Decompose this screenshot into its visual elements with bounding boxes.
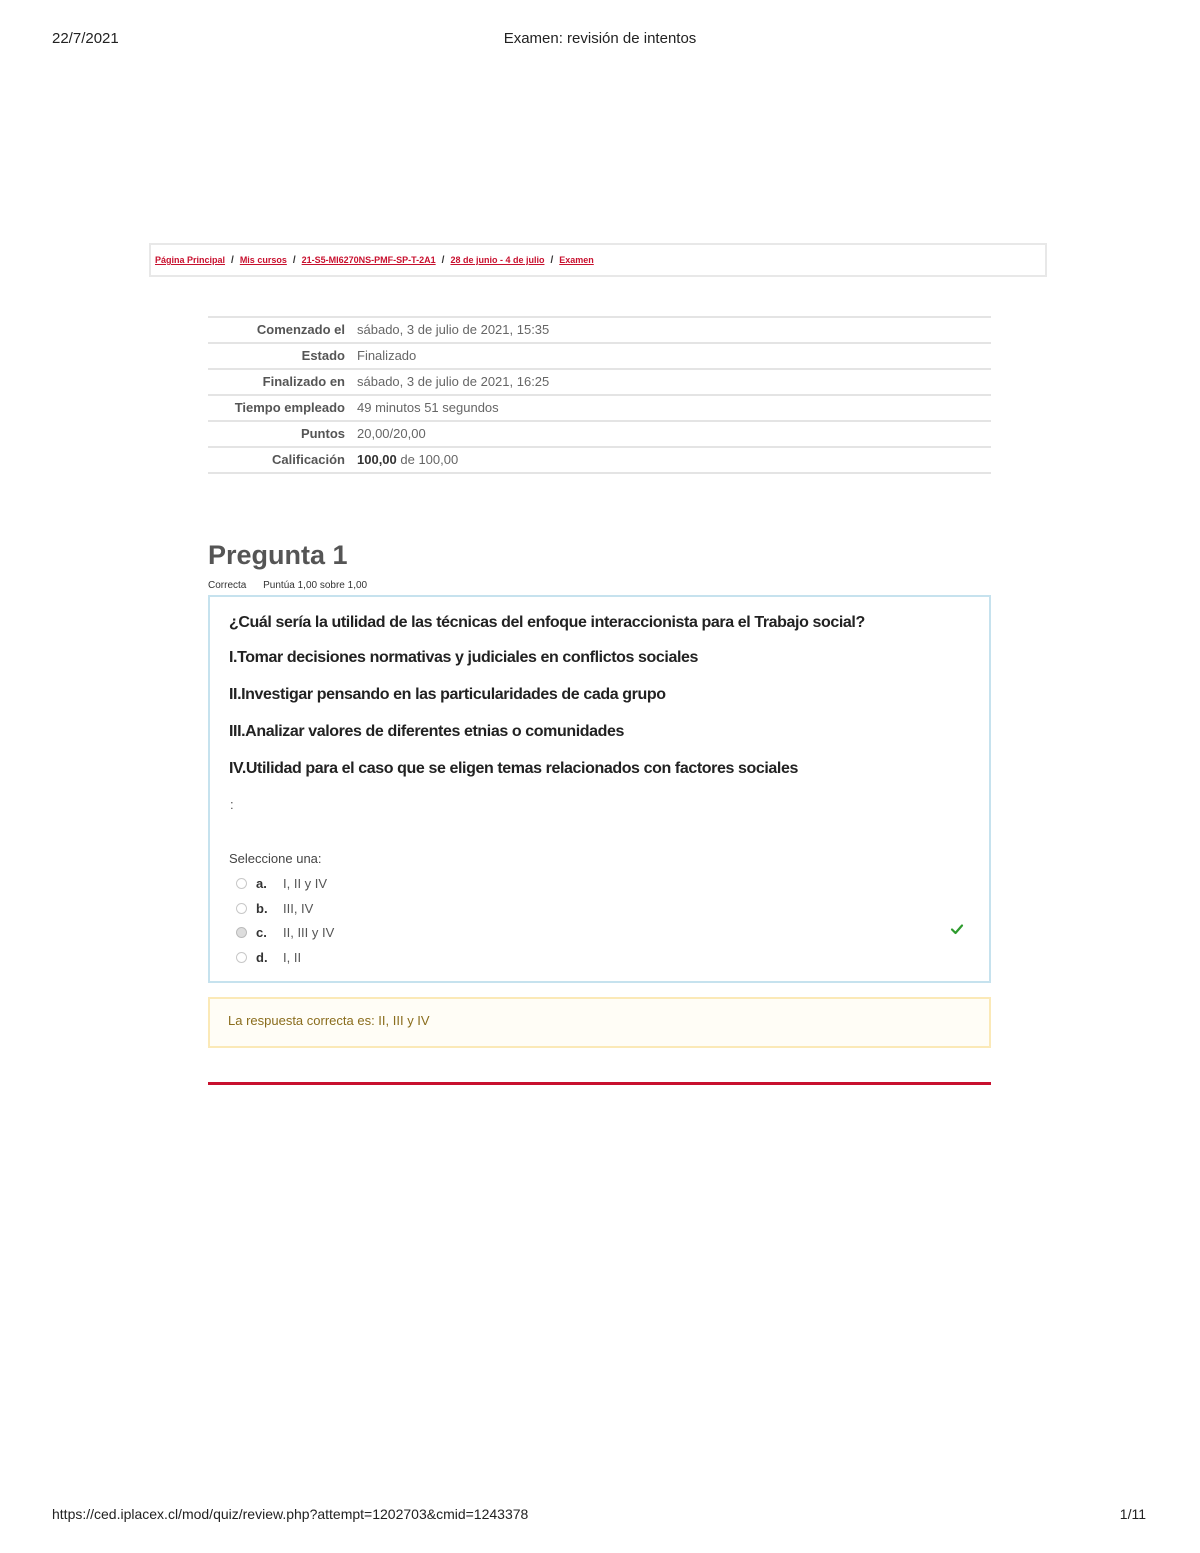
summary-value: sábado, 3 de julio de 2021, 16:25 xyxy=(351,369,991,395)
question-text: ¿Cuál sería la utilidad de las técnicas del enfoque interaccionista para el Trabajo social? xyxy=(229,614,865,631)
breadcrumb-separator: / xyxy=(292,254,296,266)
summary-value: 20,00/20,00 xyxy=(351,421,991,447)
radio-button[interactable] xyxy=(236,878,247,889)
print-footer-url: https://ced.iplacex.cl/mod/quiz/review.php?attempt=1202703&cmid=1243378 xyxy=(52,1506,529,1522)
attempt-summary-table xyxy=(208,316,991,474)
option-letter: b. xyxy=(256,900,268,916)
question-score: Puntúa 1,00 sobre 1,00 xyxy=(263,580,368,591)
answer-option-c[interactable] xyxy=(236,923,334,941)
section-divider xyxy=(208,1082,991,1085)
answer-option-d[interactable] xyxy=(236,948,301,966)
answer-option-a[interactable] xyxy=(236,874,327,892)
grade-value: 100,00 xyxy=(357,452,397,467)
breadcrumb-home-link[interactable]: Página Principal xyxy=(155,255,226,265)
breadcrumb xyxy=(149,243,1047,277)
summary-label: Estado xyxy=(208,343,351,369)
summary-row-started xyxy=(208,317,991,343)
print-header-date: 22/7/2021 xyxy=(52,30,119,47)
summary-row-grade xyxy=(208,447,991,473)
option-letter: a. xyxy=(256,875,267,891)
summary-row-finished xyxy=(208,369,991,395)
option-text: I, II xyxy=(283,949,302,965)
question-statement-iv: IV.Utilidad para el caso que se eligen temas relacionados con factores sociales xyxy=(229,760,798,777)
breadcrumb-separator: / xyxy=(441,254,445,266)
breadcrumb-week-link[interactable]: 28 de junio - 4 de julio xyxy=(450,255,545,265)
breadcrumb-course-link[interactable]: 21-S5-MI6270NS-PMF-SP-T-2A1 xyxy=(301,255,436,265)
print-header-title: Examen: revisión de intentos xyxy=(503,30,697,47)
summary-label: Comenzado el xyxy=(208,317,351,343)
check-icon xyxy=(950,922,964,936)
option-letter: c. xyxy=(256,924,267,940)
question-content-box xyxy=(208,595,991,983)
select-one-prompt: Seleccione una: xyxy=(229,851,322,866)
radio-button[interactable] xyxy=(236,952,247,963)
answer-option-b[interactable] xyxy=(236,899,313,917)
breadcrumb-my-courses-link[interactable]: Mis cursos xyxy=(239,255,287,265)
option-letter: d. xyxy=(256,949,268,965)
print-footer-page-number: 1/11 xyxy=(1119,1506,1146,1522)
question-statement-i: I.Tomar decisiones normativas y judiciales en conflictos sociales xyxy=(229,649,699,666)
summary-label: Tiempo empleado xyxy=(208,395,351,421)
correct-answer-feedback: La respuesta correcta es: II, III y IV xyxy=(208,997,991,1048)
option-text: II, III y IV xyxy=(283,924,335,940)
breadcrumb-separator: / xyxy=(550,254,554,266)
summary-value: sábado, 3 de julio de 2021, 15:35 xyxy=(351,317,991,343)
question-statement-iii: III.Analizar valores de diferentes etnias o comunidades xyxy=(229,723,625,740)
summary-row-state xyxy=(208,343,991,369)
radio-button[interactable] xyxy=(236,903,247,914)
summary-label: Calificación xyxy=(208,447,351,473)
option-text: I, II y IV xyxy=(283,875,328,891)
summary-row-time-taken xyxy=(208,395,991,421)
breadcrumb-separator: / xyxy=(231,254,234,266)
question-title: Pregunta 1 xyxy=(208,540,348,570)
radio-button-selected[interactable] xyxy=(236,927,247,938)
summary-row-points xyxy=(208,421,991,447)
question-statement-ii: II.Investigar pensando en las particularidades de cada grupo xyxy=(229,686,666,703)
summary-value: 49 minutos 51 segundos xyxy=(351,395,991,421)
summary-label: Finalizado en xyxy=(208,369,351,395)
question-meta xyxy=(208,580,381,591)
option-text: III, IV xyxy=(283,900,314,916)
summary-value xyxy=(351,447,991,473)
grade-max: de 100,00 xyxy=(396,452,459,467)
question-state: Correcta xyxy=(208,580,247,591)
summary-label: Puntos xyxy=(208,421,351,447)
summary-value: Finalizado xyxy=(351,343,991,369)
question-colon: : xyxy=(230,797,234,812)
breadcrumb-exam-link[interactable]: Examen xyxy=(559,255,594,265)
